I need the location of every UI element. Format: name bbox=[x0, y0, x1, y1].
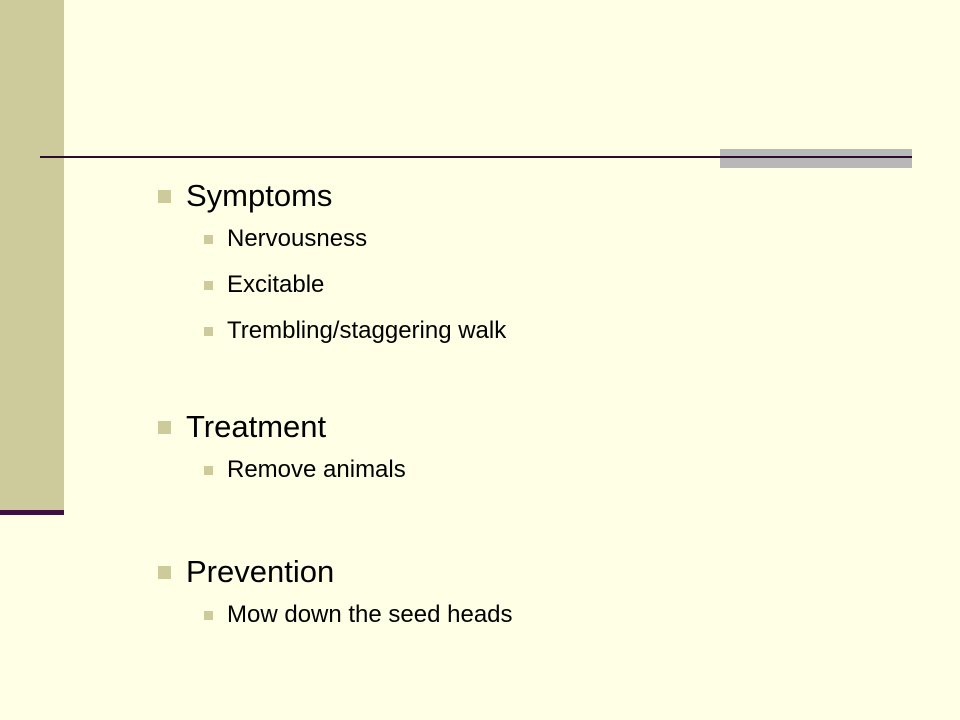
section-symptoms bbox=[158, 176, 506, 354]
section-treatment bbox=[158, 407, 406, 493]
square-bullet-icon bbox=[158, 566, 171, 579]
heading-text: Treatment bbox=[186, 409, 327, 444]
list-item bbox=[204, 592, 513, 638]
heading-text: Symptoms bbox=[186, 178, 333, 213]
list-item-text: Remove animals bbox=[227, 456, 406, 483]
section-heading bbox=[158, 407, 406, 447]
section-heading bbox=[158, 552, 513, 592]
list-item bbox=[204, 262, 506, 308]
square-bullet-icon bbox=[204, 327, 213, 336]
square-bullet-icon bbox=[204, 281, 213, 290]
list-item-text: Excitable bbox=[227, 271, 325, 298]
square-bullet-icon bbox=[158, 421, 171, 434]
square-bullet-icon bbox=[204, 235, 213, 244]
square-bullet-icon bbox=[158, 190, 171, 203]
list-item-text: Mow down the seed heads bbox=[227, 601, 513, 628]
square-bullet-icon bbox=[204, 466, 213, 475]
section-heading bbox=[158, 176, 506, 216]
list-item bbox=[204, 447, 406, 493]
section-prevention bbox=[158, 552, 513, 638]
heading-text: Prevention bbox=[186, 554, 335, 589]
list-item-text: Trembling/staggering walk bbox=[227, 317, 507, 344]
list-item bbox=[204, 216, 506, 262]
square-bullet-icon bbox=[204, 611, 213, 620]
list-item-text: Nervousness bbox=[227, 225, 368, 252]
list-item bbox=[204, 308, 506, 354]
